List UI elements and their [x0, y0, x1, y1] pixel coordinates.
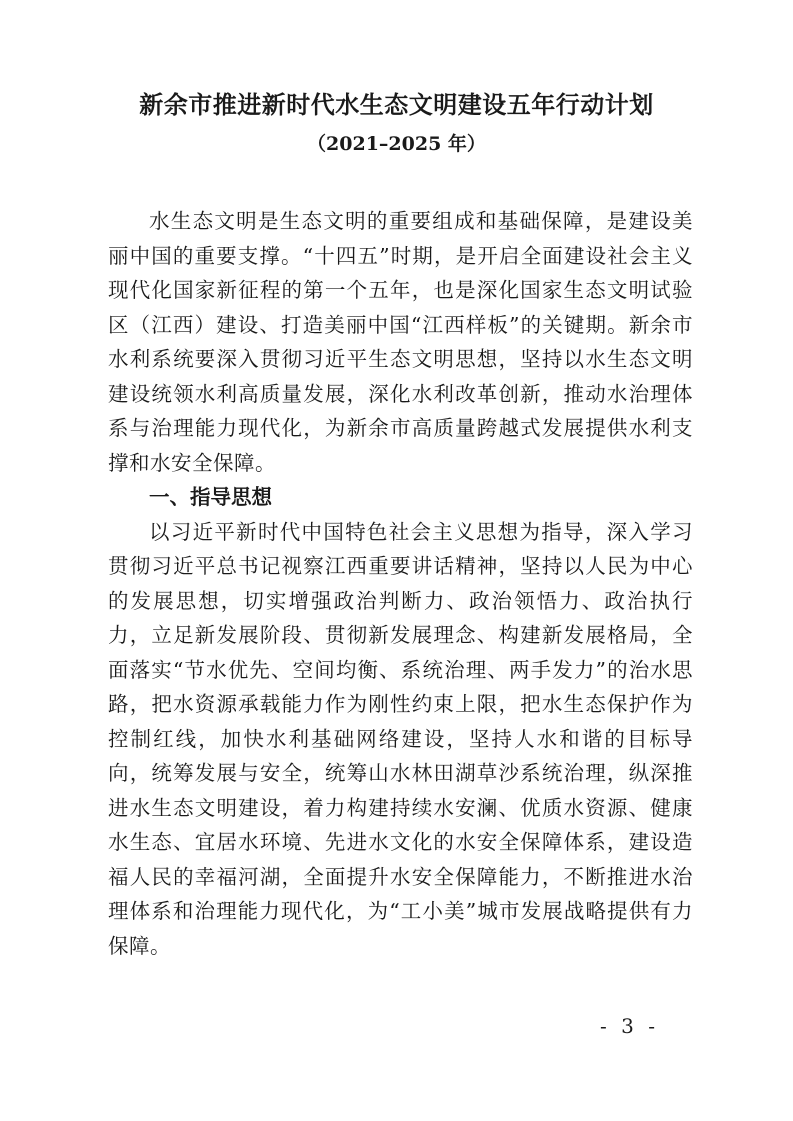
page-number: - 3 -: [600, 1014, 659, 1038]
document-subtitle: （2021–2025 年）: [307, 133, 486, 155]
document-body: [108, 204, 693, 963]
section-heading-guiding-ideology: 一、指导思想: [149, 485, 272, 509]
guiding-ideology-paragraph: 以习近平新时代中国特色社会主义思想为指导，深入学习贯彻习近平总书记视察江西重要讲话精神，坚持以人民为中心的发展思想，切实增强政治判断力、政治领悟力、政治执行力，立足新发展阶段、贯彻新发展理念、构建新发展格局，全面落实“节水优先、空间均衡、系统治理、两手发力”的治水思路，把水资源承载能力作为刚性约束上限，把水生态保护作为控制红线，加快水利基础网络建设，坚持人水和谐的目标导向，统筹发展与安全，统筹山水林田湖草沙系统治理，纵深推进水生态文明建设，着力构建持续水安澜、优质水资源、健康水生态、宜居水环境、先进水文化的水安全保障体系，建设造福人民的幸福河湖，全面提升水安全保障能力，不断推进水治理体系和治理能力现代化，为“工小美”城市发展战略提供有力保障。: [108, 519, 693, 958]
intro-paragraph: 水生态文明是生态文明的重要组成和基础保障，是建设美丽中国的重要支撑。“十四五”时期，是开启全面建设社会主义现代化国家新征程的第一个五年，也是深化国家生态文明试验区（江西）建设、打造美丽中国“江西样板”的关键期。新余市水利系统要深入贯彻习近平生态文明思想，坚持以水生态文明建设统领水利高质量发展，深化水利改革创新，推动水治理体系与治理能力现代化，为新余市高质量跨越式发展提供水利支撑和水安全保障。: [108, 209, 693, 475]
document-title: 新余市推进新时代水生态文明建设五年行动计划: [139, 90, 654, 119]
